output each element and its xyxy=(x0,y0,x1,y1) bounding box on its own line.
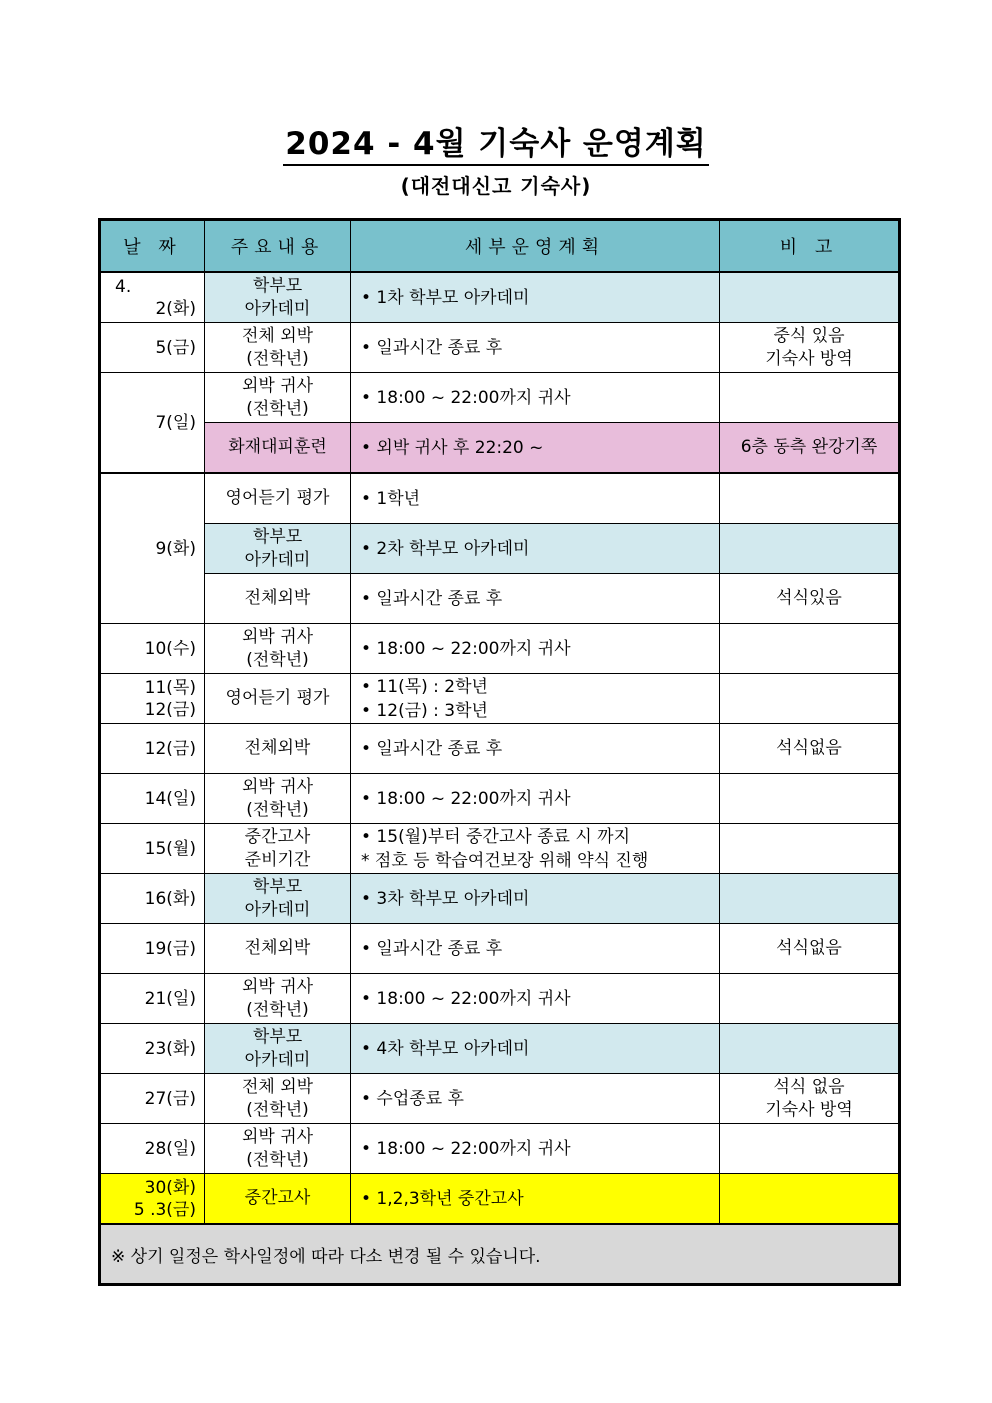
detail-cell: • 18:00 ~ 22:00까지 귀사 xyxy=(351,1124,720,1174)
detail-cell: • 4차 학부모 아카데미 xyxy=(351,1024,720,1074)
main-cell: 중간고사 xyxy=(205,1174,351,1225)
table-row xyxy=(100,824,900,874)
date-cell: 14(일) xyxy=(100,774,205,824)
date-cell: 30(화) 5 .3(금) xyxy=(100,1174,205,1225)
note-cell xyxy=(720,1124,900,1174)
main-cell: 학부모 아카데미 xyxy=(205,524,351,574)
detail-cell: • 1,2,3학년 중간고사 xyxy=(351,1174,720,1225)
table-row xyxy=(100,674,900,724)
main-cell: 외박 귀사 (전학년) xyxy=(205,774,351,824)
note-cell xyxy=(720,824,900,874)
main-cell: 전체 외박 (전학년) xyxy=(205,323,351,373)
note-cell xyxy=(720,974,900,1024)
table-row xyxy=(100,524,900,574)
table-row xyxy=(100,272,900,323)
detail-cell: • 2차 학부모 아카데미 xyxy=(351,524,720,574)
note-cell xyxy=(720,774,900,824)
footer-note: ※ 상기 일정은 학사일정에 따라 다소 변경 될 수 있습니다. xyxy=(100,1224,900,1285)
table-row xyxy=(100,724,900,774)
table-row xyxy=(100,574,900,624)
date-cell: 28(일) xyxy=(100,1124,205,1174)
note-cell: 6층 동측 완강기쪽 xyxy=(720,423,900,474)
note-cell: 석식없음 xyxy=(720,924,900,974)
table-row xyxy=(100,323,900,373)
detail-cell: • 11(목) : 2학년 • 12(금) : 3학년 xyxy=(351,674,720,724)
detail-cell: • 일과시간 종료 후 xyxy=(351,323,720,373)
detail-cell: • 일과시간 종료 후 xyxy=(351,924,720,974)
detail-cell: • 18:00 ~ 22:00까지 귀사 xyxy=(351,373,720,423)
detail-cell: • 수업종료 후 xyxy=(351,1074,720,1124)
detail-cell: • 외박 귀사 후 22:20 ~ xyxy=(351,423,720,474)
schedule-table xyxy=(98,218,901,1286)
table-row xyxy=(100,1074,900,1124)
main-cell: 전체외박 xyxy=(205,574,351,624)
header-detail: 세부운영계획 xyxy=(351,220,720,273)
table-row xyxy=(100,924,900,974)
date-cell: 9(화) xyxy=(100,473,205,624)
table-row xyxy=(100,373,900,423)
main-cell: 전체외박 xyxy=(205,724,351,774)
header-note: 비 고 xyxy=(720,220,900,273)
date-cell: 10(수) xyxy=(100,624,205,674)
date-cell: 16(화) xyxy=(100,874,205,924)
date-cell: 4. 2(화) xyxy=(100,272,205,323)
main-cell: 학부모 아카데미 xyxy=(205,874,351,924)
date-cell: 5(금) xyxy=(100,323,205,373)
date-cell: 12(금) xyxy=(100,724,205,774)
note-cell: 석식있음 xyxy=(720,574,900,624)
date-cell: 19(금) xyxy=(100,924,205,974)
main-cell: 전체외박 xyxy=(205,924,351,974)
date-cell: 23(화) xyxy=(100,1024,205,1074)
detail-cell: • 1차 학부모 아카데미 xyxy=(351,272,720,323)
note-cell: 중식 있음 기숙사 방역 xyxy=(720,323,900,373)
header-date: 날 짜 xyxy=(100,220,205,273)
detail-cell: • 3차 학부모 아카데미 xyxy=(351,874,720,924)
table-header-row xyxy=(100,220,900,273)
date-cell: 15(월) xyxy=(100,824,205,874)
detail-cell: • 일과시간 종료 후 xyxy=(351,574,720,624)
table-row xyxy=(100,473,900,524)
page-title: 2024 - 4월 기숙사 운영계획 xyxy=(0,118,992,163)
table-row xyxy=(100,1024,900,1074)
note-cell xyxy=(720,1174,900,1225)
note-cell xyxy=(720,874,900,924)
note-cell xyxy=(720,524,900,574)
table-row xyxy=(100,1124,900,1174)
table-row xyxy=(100,1174,900,1225)
main-cell: 외박 귀사 (전학년) xyxy=(205,1124,351,1174)
detail-cell: • 18:00 ~ 22:00까지 귀사 xyxy=(351,774,720,824)
note-cell xyxy=(720,373,900,423)
detail-cell: • 18:00 ~ 22:00까지 귀사 xyxy=(351,974,720,1024)
main-cell: 영어듣기 평가 xyxy=(205,674,351,724)
date-cell: 27(금) xyxy=(100,1074,205,1124)
table-row xyxy=(100,874,900,924)
note-cell xyxy=(720,674,900,724)
page-subtitle: (대전대신고 기숙사) xyxy=(400,174,592,198)
detail-cell: • 1학년 xyxy=(351,473,720,524)
table-row xyxy=(100,974,900,1024)
main-cell: 외박 귀사 (전학년) xyxy=(205,974,351,1024)
main-cell: 외박 귀사 (전학년) xyxy=(205,373,351,423)
detail-cell: • 일과시간 종료 후 xyxy=(351,724,720,774)
main-cell: 중간고사 준비기간 xyxy=(205,824,351,874)
detail-cell: • 15(월)부터 중간고사 종료 시 까지 * 점호 등 학습여건보장 위해 약식 진행 xyxy=(351,824,720,874)
note-cell: 석식없음 xyxy=(720,724,900,774)
main-cell: 영어듣기 평가 xyxy=(205,473,351,524)
date-cell: 21(일) xyxy=(100,974,205,1024)
date-cell: 11(목) 12(금) xyxy=(100,674,205,724)
date-cell: 7(일) xyxy=(100,373,205,474)
table-row xyxy=(100,774,900,824)
table-row xyxy=(100,423,900,474)
main-cell: 화재대피훈련 xyxy=(205,423,351,474)
table-row xyxy=(100,624,900,674)
note-cell: 석식 없음 기숙사 방역 xyxy=(720,1074,900,1124)
main-cell: 학부모 아카데미 xyxy=(205,1024,351,1074)
header-main: 주요내용 xyxy=(205,220,351,273)
main-cell: 외박 귀사 (전학년) xyxy=(205,624,351,674)
detail-cell: • 18:00 ~ 22:00까지 귀사 xyxy=(351,624,720,674)
note-cell xyxy=(720,1024,900,1074)
note-cell xyxy=(720,624,900,674)
footer-row xyxy=(100,1224,900,1285)
main-cell: 전체 외박 (전학년) xyxy=(205,1074,351,1124)
main-cell: 학부모 아카데미 xyxy=(205,272,351,323)
note-cell xyxy=(720,272,900,323)
note-cell xyxy=(720,473,900,524)
